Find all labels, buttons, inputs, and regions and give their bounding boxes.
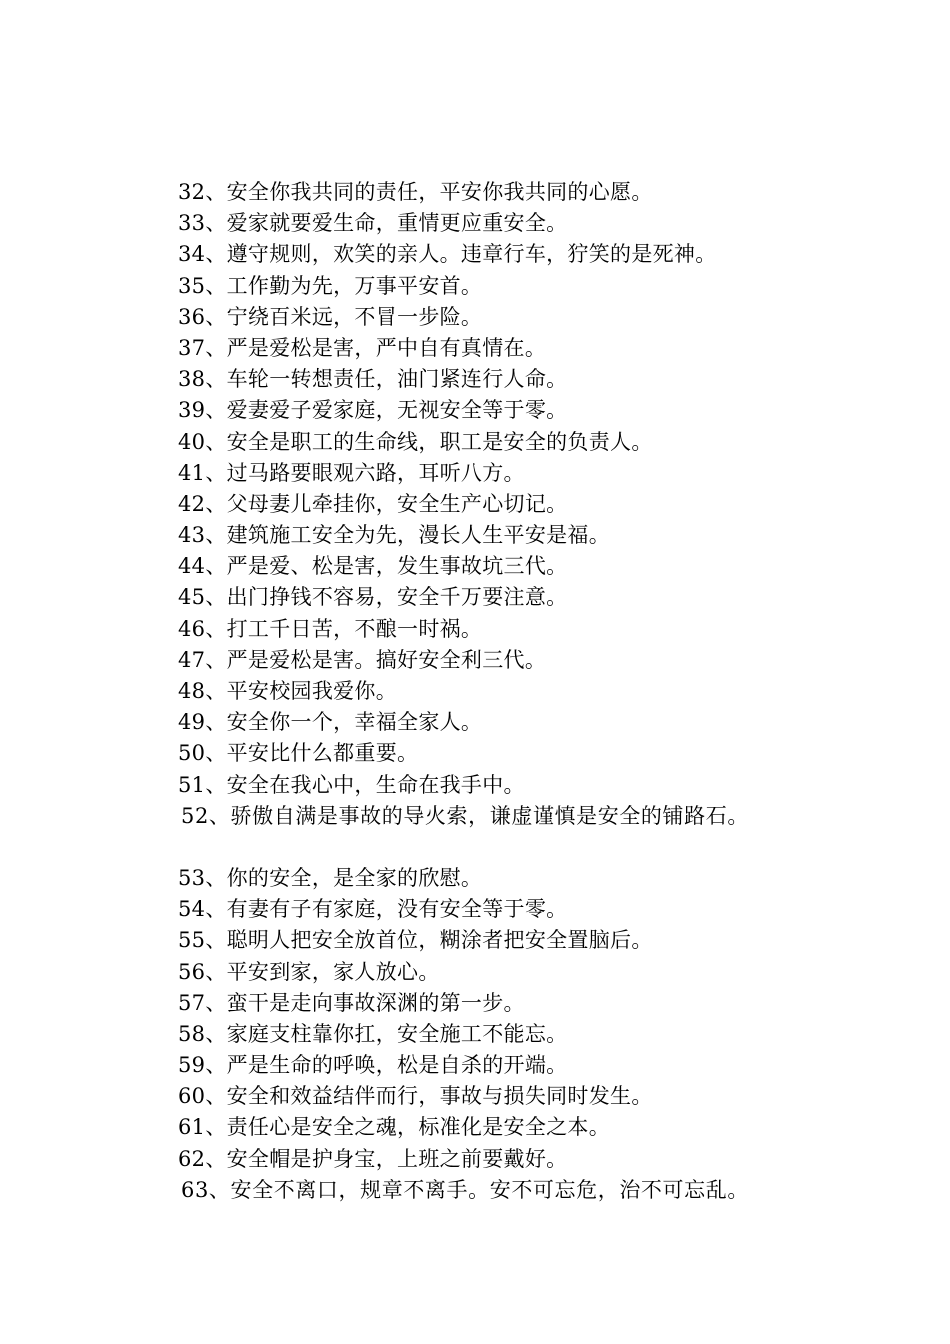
slogan-line: 38、车轮一转想责任，油门紧连行人命。 — [178, 367, 568, 392]
slogan-line: 50、平安比什么都重要。 — [178, 741, 419, 766]
slogan-line: 46、打工千日苦，不酿一时祸。 — [178, 616, 483, 641]
slogan-line: 59、严是生命的呼唤，松是自杀的开端。 — [178, 1053, 568, 1078]
slogan-line: 40、安全是职工的生命线，职工是安全的负责人。 — [178, 429, 653, 454]
slogan-line: 36、宁绕百米远，不冒一步险。 — [178, 304, 483, 329]
slogan-line: 34、遵守规则，欢笑的亲人。违章行车，狞笑的是死神。 — [178, 242, 717, 267]
slogan-line: 52、骄傲自满是事故的导火索，谦虚谨慎是安全的铺路石。 — [181, 803, 749, 828]
slogan-line: 42、父母妻儿牵挂你，安全生产心切记。 — [178, 491, 568, 516]
slogan-line: 60、安全和效益结伴而行，事故与损失同时发生。 — [178, 1084, 653, 1109]
slogan-line: 47、严是爱松是害。搞好安全利三代。 — [178, 647, 547, 672]
slogan-line: 32、安全你我共同的责任，平安你我共同的心愿。 — [178, 180, 653, 204]
slogan-line: 55、聪明人把安全放首位，糊涂者把安全置脑后。 — [178, 928, 653, 953]
slogan-line: 37、严是爱松是害，严中自有真情在。 — [178, 335, 547, 360]
slogan-line: 58、家庭支柱靠你扛，安全施工不能忘。 — [178, 1021, 568, 1046]
slogan-line: 48、平安校园我爱你。 — [178, 679, 398, 703]
slogan-line: 39、爱妻爱子爱家庭，无视安全等于零。 — [178, 398, 568, 423]
slogan-line: 62、安全帽是护身宝，上班之前要戴好。 — [178, 1146, 568, 1171]
slogan-line: 49、安全你一个，幸福全家人。 — [178, 710, 483, 735]
slogan-line: 61、责任心是安全之魂，标准化是安全之本。 — [178, 1115, 611, 1140]
slogan-line: 45、出门挣钱不容易，安全千万要注意。 — [178, 585, 568, 610]
slogan-line: 53、你的安全，是全家的欣慰。 — [178, 865, 483, 890]
slogan-line: 33、爱家就要爱生命，重情更应重安全。 — [178, 211, 568, 236]
slogan-list — [178, 177, 749, 1206]
slogan-line: 63、安全不离口，规章不离手。安不可忘危，治不可忘乱。 — [181, 1177, 749, 1202]
slogan-line: 57、蛮干是走向事故深渊的第一步。 — [178, 990, 525, 1015]
slogan-line: 41、过马路要眼观六路，耳听八方。 — [178, 460, 525, 485]
slogan-line: 35、工作勤为先，万事平安首。 — [178, 273, 483, 298]
slogan-line: 54、有妻有子有家庭，没有安全等于零。 — [178, 897, 568, 922]
slogan-line: 44、严是爱、松是害，发生事故坑三代。 — [178, 554, 568, 579]
slogan-line: 43、建筑施工安全为先，漫长人生平安是福。 — [178, 523, 611, 548]
slogan-line: 51、安全在我心中，生命在我手中。 — [178, 772, 525, 797]
slogan-line: 56、平安到家，家人放心。 — [178, 959, 440, 984]
